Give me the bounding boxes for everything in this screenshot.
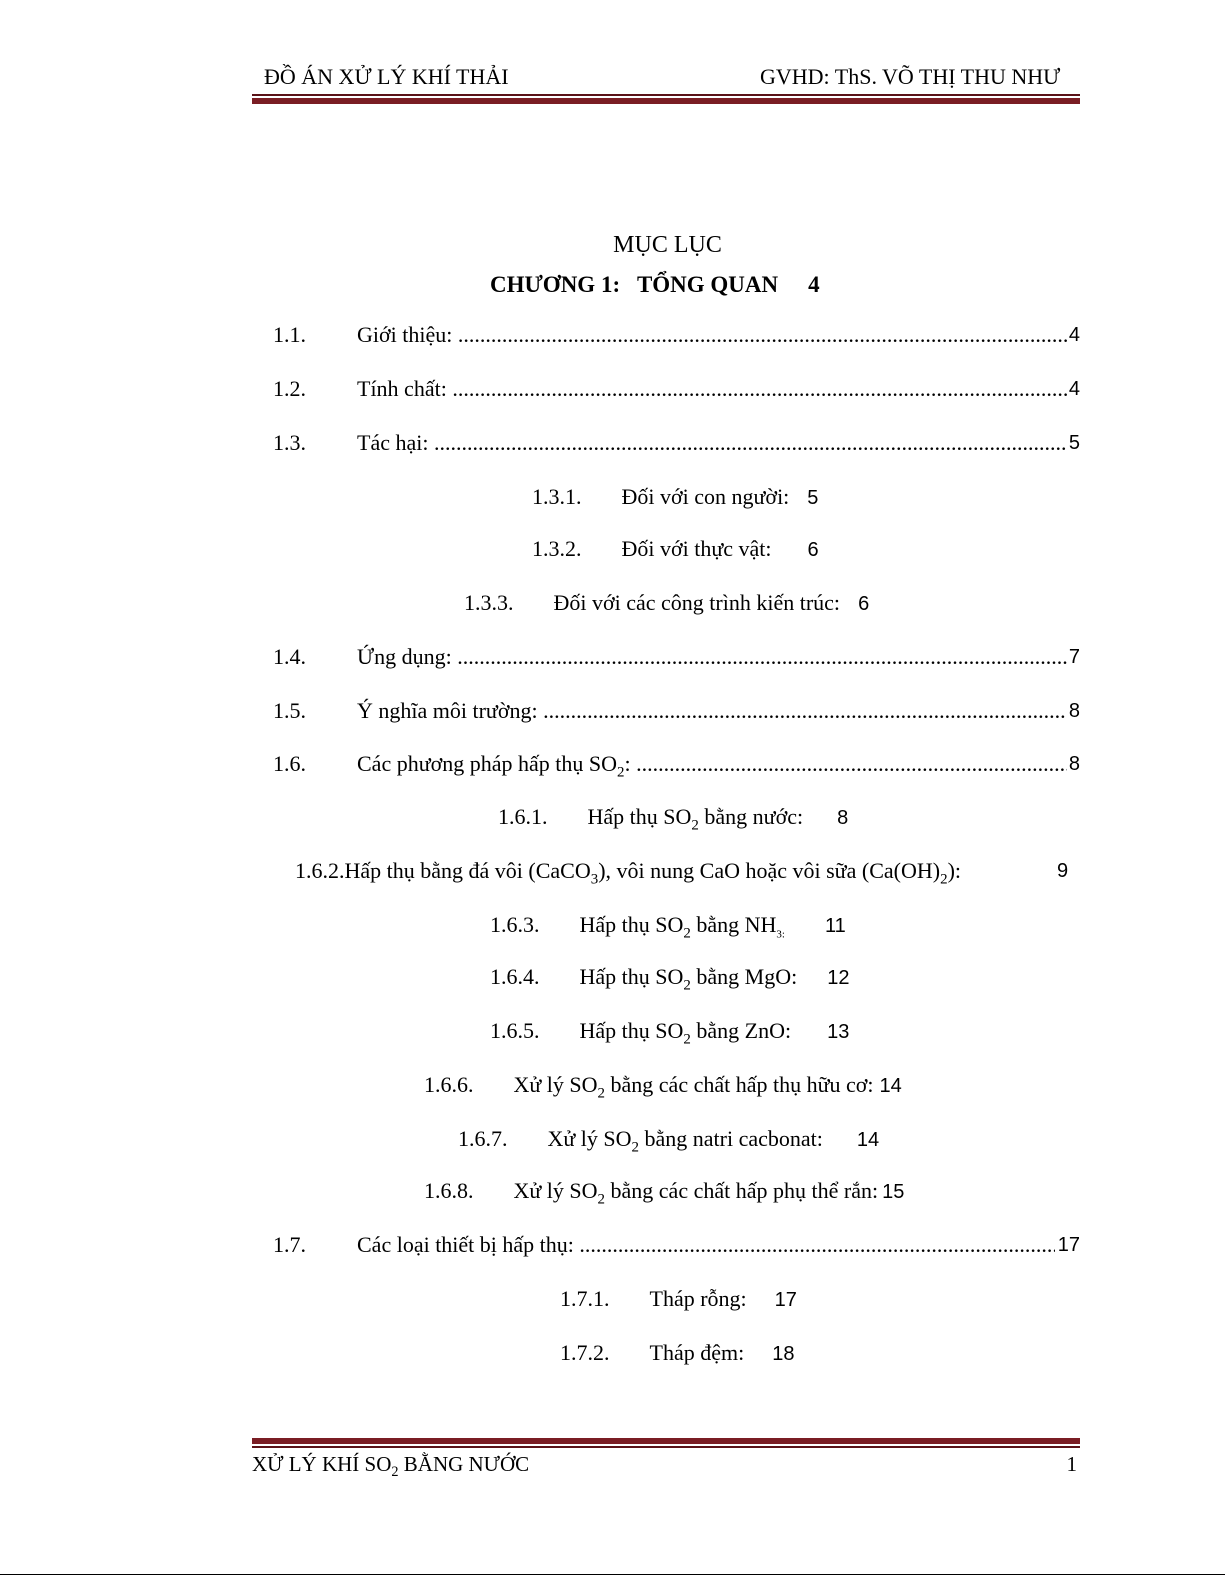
- toc-entry-1-3-3[interactable]: [464, 590, 869, 616]
- subscript: 3: [590, 871, 599, 888]
- toc-number: 1.6.4.: [490, 964, 540, 989]
- footer-title-part: XỬ LÝ KHÍ SO: [252, 1452, 392, 1476]
- toc-page: 6: [807, 539, 819, 561]
- toc-page: 11: [824, 915, 846, 937]
- toc-entry-1-3[interactable]: [0, 430, 1225, 460]
- toc-page: 14: [856, 1129, 880, 1151]
- toc-page: 15: [882, 1181, 905, 1203]
- chapter-label: CHƯƠNG 1: TỔNG QUAN: [490, 272, 779, 297]
- toc-label-suffix: ):: [947, 858, 962, 883]
- toc-entry-1-6-5[interactable]: [490, 1018, 849, 1048]
- toc-entry-1-4[interactable]: [0, 644, 1225, 674]
- chapter-heading: [490, 272, 820, 298]
- toc-entry-1-3-2[interactable]: [532, 536, 819, 562]
- toc-entry-1-6-4[interactable]: [490, 964, 849, 994]
- toc-entry-1-7-2[interactable]: [560, 1340, 794, 1366]
- toc-page: 13: [827, 1021, 850, 1043]
- toc-label: Ứng dụng:: [357, 644, 452, 669]
- toc-entry-1-7[interactable]: [0, 1232, 1225, 1262]
- toc-label: Hấp thụ SO: [579, 964, 684, 989]
- toc-entry-1-6-2[interactable]: [295, 858, 961, 888]
- footer-title-part: BẰNG NƯỚC: [398, 1452, 530, 1476]
- toc-entry-1-6-1[interactable]: [498, 804, 848, 834]
- subscript: 2: [597, 1085, 606, 1102]
- toc-label-suffix: :: [624, 751, 631, 776]
- toc-number: 1.6.8.: [424, 1178, 474, 1203]
- toc-entry-1-6-7[interactable]: [458, 1126, 879, 1156]
- toc-number: 1.3.2.: [532, 536, 582, 561]
- toc-page: 17: [1057, 1234, 1080, 1256]
- toc-page: 8: [1068, 753, 1080, 775]
- toc-label-suffix: bằng MgO:: [690, 964, 798, 989]
- toc-number: 1.6.3.: [490, 912, 540, 937]
- toc-label: Hấp thụ bằng đá vôi (CaCO: [344, 858, 591, 883]
- toc-page-1-6-2: 9: [1057, 860, 1069, 882]
- chapter-page: 4: [808, 272, 820, 297]
- subscript: 2: [631, 1139, 640, 1156]
- subscript: 2: [391, 1464, 399, 1481]
- toc-label: Đối với con người:: [621, 484, 790, 509]
- toc-label: Xử lý SO: [513, 1178, 598, 1203]
- toc-page: 4: [1068, 324, 1080, 346]
- toc-number: 1.6.6.: [424, 1072, 474, 1097]
- toc-number: 1.7.1.: [560, 1286, 610, 1311]
- toc-entry-1-1[interactable]: [0, 322, 1225, 352]
- toc-number: 1.6.: [273, 751, 306, 776]
- toc-number: 1.6.7.: [458, 1126, 508, 1151]
- header-instructor: GVHD: ThS. VÕ THỊ THU NHƯ: [760, 64, 1061, 89]
- toc-label: Đối với thực vật:: [621, 536, 772, 561]
- toc-label: Hấp thụ SO: [579, 912, 684, 937]
- toc-entry-1-7-1[interactable]: [560, 1286, 797, 1312]
- toc-label: Ý nghĩa môi trường:: [357, 698, 538, 723]
- toc-entry-1-3-1[interactable]: [532, 484, 818, 510]
- toc-label-suffix: bằng nước:: [698, 804, 804, 829]
- footer-rule-thick: [252, 1438, 1080, 1444]
- subscript: 2: [683, 1031, 691, 1048]
- toc-page: 17: [774, 1289, 797, 1311]
- toc-number: 1.7.: [273, 1232, 306, 1257]
- toc-title: MỤC LỤC: [613, 232, 722, 258]
- toc-label: Các loại thiết bị hấp thụ:: [357, 1232, 574, 1257]
- toc-number: 1.6.2.: [295, 858, 345, 883]
- toc-label: Đối với các công trình kiến trúc:: [553, 590, 841, 615]
- toc-number: 1.3.: [273, 430, 306, 455]
- toc-entry-1-6-3[interactable]: [490, 912, 846, 942]
- subscript: 2: [683, 925, 691, 942]
- toc-page: 14: [879, 1075, 902, 1097]
- toc-number: 1.3.1.: [532, 484, 582, 509]
- toc-label-mid: ), vôi nung CaO hoặc vôi sữa (Ca(OH): [598, 858, 941, 883]
- subscript: 2: [683, 977, 691, 994]
- toc-label: Hấp thụ SO: [579, 1018, 684, 1043]
- header-rule-thick: [252, 98, 1080, 104]
- toc-label: Tháp đệm:: [649, 1340, 745, 1365]
- toc-page: 8: [1068, 700, 1080, 722]
- toc-page: 8: [837, 807, 849, 829]
- toc-label-suffix: bằng các chất hấp phụ thể rắn:: [605, 1178, 879, 1203]
- toc-label-suffix: bằng natri cacbonat:: [639, 1126, 823, 1151]
- toc-number: 1.7.2.: [560, 1340, 610, 1365]
- toc-page: 4: [1068, 378, 1080, 400]
- toc-number: 1.6.5.: [490, 1018, 540, 1043]
- toc-label: Giới thiệu:: [357, 322, 453, 347]
- toc-page: 12: [827, 967, 850, 989]
- subscript: 2: [597, 1191, 606, 1208]
- toc-number: 1.6.1.: [498, 804, 548, 829]
- toc-label-suffix: bằng ZnO:: [690, 1018, 792, 1043]
- footer-title: [252, 1452, 529, 1481]
- toc-label: Tính chất:: [357, 376, 447, 401]
- toc-label: Hấp thụ SO: [587, 804, 692, 829]
- toc-label: Xử lý SO: [513, 1072, 598, 1097]
- toc-page: 5: [1068, 432, 1080, 454]
- page-bottom-edge: [0, 1574, 1225, 1575]
- toc-label: Các phương pháp hấp thụ SO: [357, 751, 618, 776]
- subscript: 3:: [776, 928, 785, 941]
- toc-label: Tháp rỗng:: [649, 1286, 747, 1311]
- toc-page: 18: [772, 1343, 795, 1365]
- toc-number: 1.5.: [273, 698, 306, 723]
- footer-rule-thin: [252, 1446, 1080, 1448]
- toc-label: Tác hại:: [357, 430, 429, 455]
- toc-page: 6: [858, 593, 870, 615]
- toc-page: 7: [1068, 646, 1080, 668]
- subscript: 2: [691, 817, 699, 834]
- header-rule-thin: [252, 94, 1080, 96]
- toc-number: 1.4.: [273, 644, 306, 669]
- toc-number: 1.2.: [273, 376, 306, 401]
- toc-entry-1-6-8[interactable]: [424, 1178, 904, 1208]
- page-number: 1: [1066, 1452, 1077, 1476]
- toc-entry-1-2[interactable]: [0, 376, 1225, 406]
- toc-label-suffix: bằng các chất hấp thụ hữu cơ:: [605, 1072, 874, 1097]
- subscript: 2: [940, 871, 948, 888]
- toc-page: 5: [807, 487, 819, 509]
- toc-entry-1-6-6[interactable]: [424, 1072, 902, 1102]
- toc-number: 1.1.: [273, 322, 306, 347]
- header-title: ĐỒ ÁN XỬ LÝ KHÍ THẢI: [264, 64, 509, 89]
- toc-label: Xử lý SO: [547, 1126, 632, 1151]
- toc-entry-1-5[interactable]: [0, 698, 1225, 728]
- toc-number: 1.3.3.: [464, 590, 514, 615]
- subscript: 2: [617, 764, 625, 781]
- toc-label-suffix: bằng NH: [690, 912, 777, 937]
- toc-entry-1-6[interactable]: [0, 751, 1225, 781]
